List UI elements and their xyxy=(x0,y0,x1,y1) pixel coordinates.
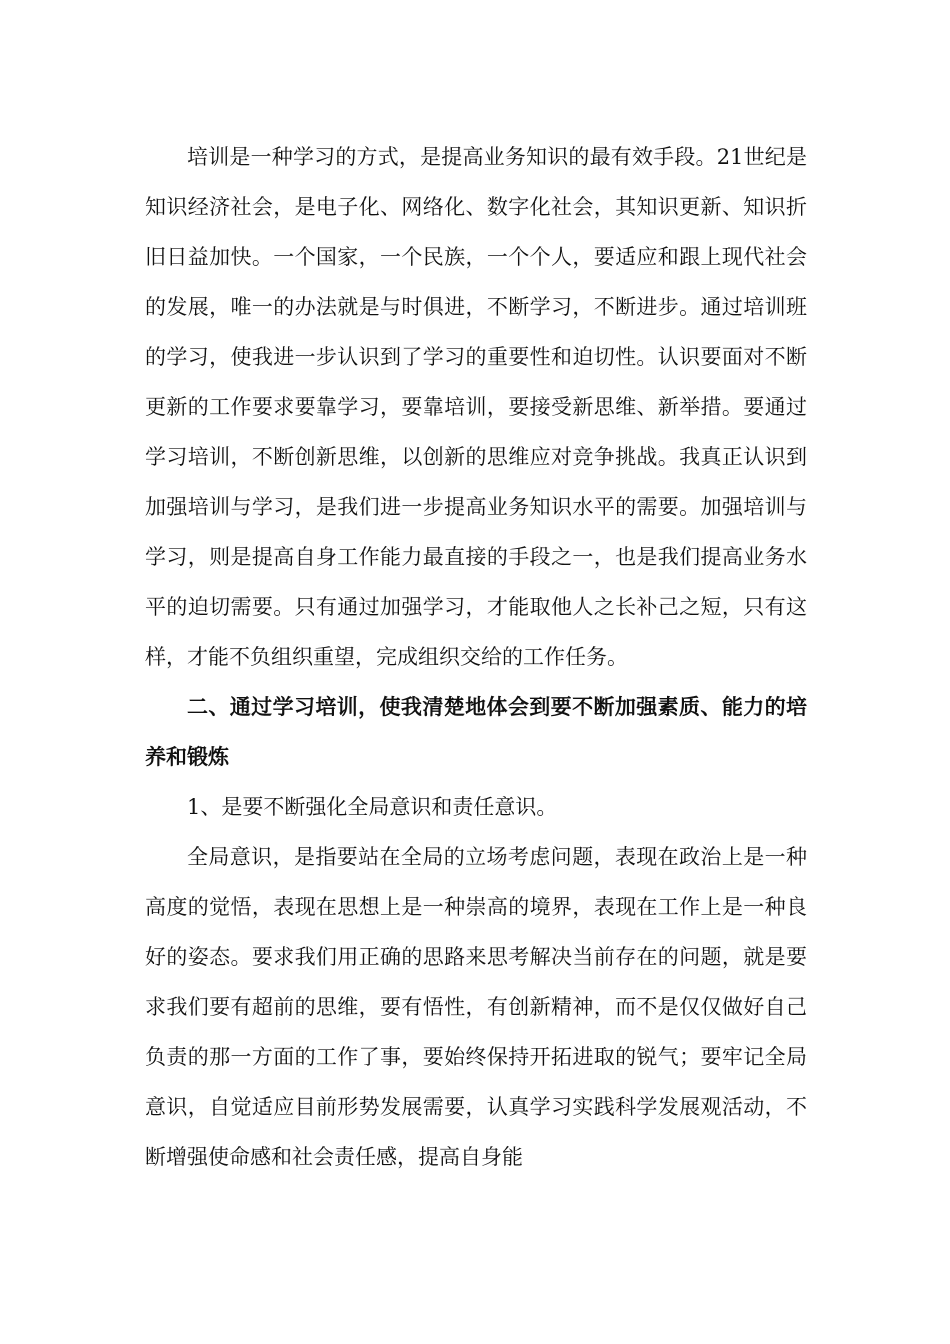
paragraph-training-significance: 培训是一种学习的方式，是提高业务知识的最有效手段。21世纪是知识经济社会，是电子化、网络化、数字化社会，其知识更新、知识折旧日益加快。一个国家，一个民族，一个个人，要适应和跟上现代社会的发展，唯一的办法就是与时俱进，不断学习，不断进步。通过培训班的学习，使我进一步认识到了学习的重要性和迫切性。认识要面对不断更新的工作要求要靠学习，要靠培训，要接受新思维、新举措。要通过学习培训，不断创新思维，以创新的思维应对竞争挑战。我真正认识到加强培训与学习，是我们进一步提高业务知识水平的需要。加强培训与学习，则是提高自身工作能力最直接的手段之一，也是我们提高业务水平的迫切需要。只有通过加强学习，才能取他人之长补己之短，只有这样，才能不负组织重望，完成组织交给的工作任务。 xyxy=(145,145,807,669)
section-heading-two: 二、通过学习培训，使我清楚地体会到要不断加强素质、能力的培养和锻炼 xyxy=(145,694,807,769)
subheading-global-awareness: 1、是要不断强化全局意识和责任意识。 xyxy=(187,795,558,819)
paragraph-global-awareness: 全局意识，是指要站在全局的立场考虑问题，表现在政治上是一种高度的觉悟，表现在思想上是一种崇高的境界，表现在工作上是一种良好的姿态。要求我们用正确的思路来思考解决当前存在的问题，就是要求我们要有超前的思维，要有悟性，有创新精神，而不是仅仅做好自己负责的那一方面的工作了事，要始终保持开拓进取的锐气；要牢记全局意识，自觉适应目前形势发展需要，认真学习实践科学发展观活动，不断增强使命感和社会责任感，提高自身能 xyxy=(145,845,807,1169)
document-body xyxy=(145,132,807,1182)
